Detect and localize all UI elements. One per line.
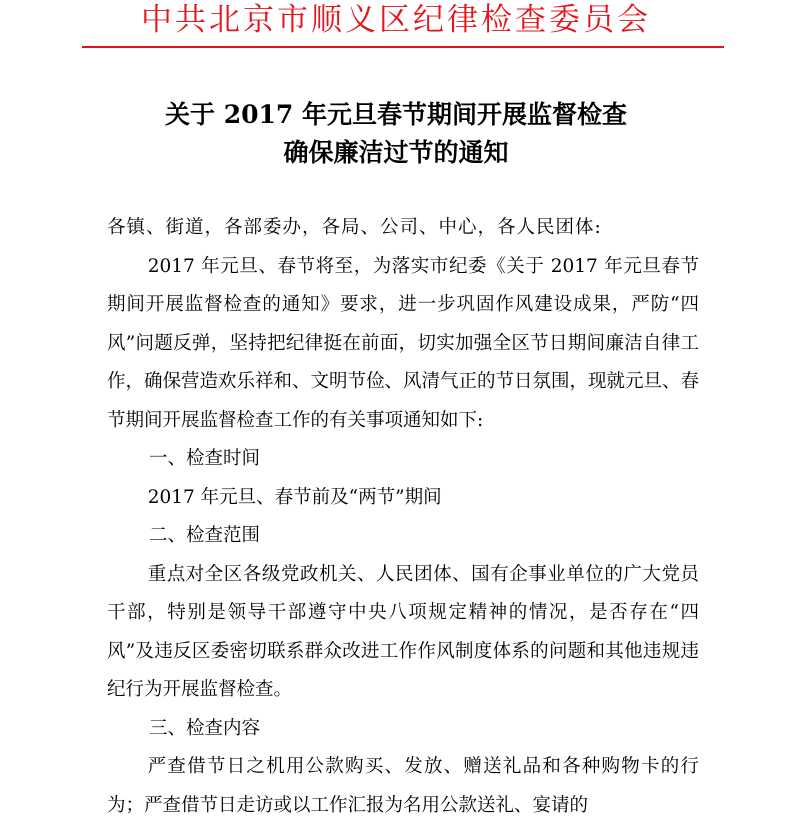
section-text-scope: 重点对全区各级党政机关、人民团体、国有企事业单位的广大党员干部，特别是领导干部遵守中央八项规定精神的情况，是否存在“四风”及违反区委密切联系群众改进工作作风制度体系的问题和其他违规违纪行为开展监督检查。: [107, 563, 699, 700]
document-title: [0, 96, 792, 172]
masthead-org-name: 中共北京市顺义区纪律检查委员会: [141, 2, 651, 38]
document-body: [107, 209, 699, 825]
section-text-time: 2017 年元旦、春节前及“两节”期间: [147, 486, 442, 508]
document-title-line-1: 关于 2017 年元旦春节期间开展监督检查: [165, 100, 627, 129]
intro-paragraph: 2017 年元旦、春节将至，为落实市纪委《关于 2017 年元旦春节期间开展监督检查的通知》要求，进一步巩固作风建设成果，严防“四风”问题反弹，坚持把纪律挺在前面，切实加强全区节日期间廉洁自律工作，确保营造欢乐祥和、文明节俭、风清气正的节日氛围，现就元旦、春节期间开展监督检查工作的有关事项通知如下:: [107, 255, 700, 431]
document-title-line-2: 确保廉洁过节的通知: [283, 138, 509, 167]
addressee: 各镇、街道，各部委办，各局、公司、中心，各人民团体:: [107, 217, 602, 238]
section-heading-time: 一、检查时间: [149, 448, 261, 469]
masthead-divider: [82, 46, 724, 48]
section-heading-content: 三、检查内容: [149, 717, 261, 739]
section-text-content: 严查借节日之机用公款购买、发放、赠送礼品和各种购物卡的行为；严查借节日走访或以工作汇报为名用公款送礼、宴请的: [107, 756, 699, 816]
section-heading-scope: 二、检查范围: [149, 525, 261, 546]
